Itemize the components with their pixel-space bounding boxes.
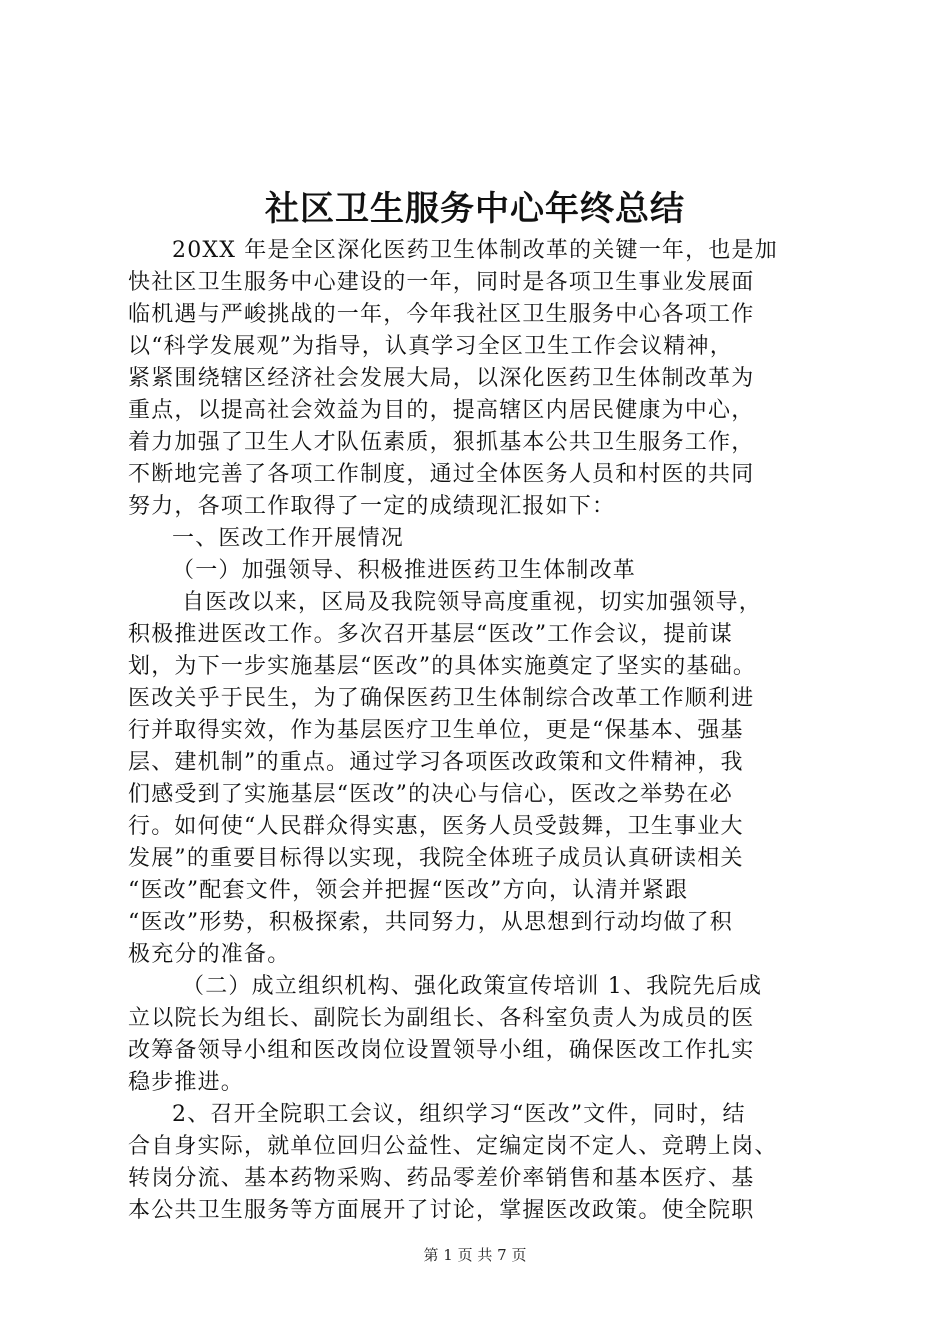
section-heading: 一、医改工作开展情况 (172, 526, 405, 551)
body-line: 紧紧围绕辖区经济社会发展大局，以深化医药卫生体制改革为 (128, 366, 755, 391)
body-line: 快社区卫生服务中心建设的一年，同时是各项卫生事业发展面 (128, 270, 755, 295)
body-line: 极充分的准备。 (128, 942, 291, 967)
subsection-heading: （一）加强领导、积极推进医药卫生体制改革 (172, 558, 637, 583)
body-line: 层、建机制”的重点。通过学习各项医改政策和文件精神，我 (128, 750, 744, 775)
body-line: 以“科学发展观”为指导，认真学习全区卫生工作会议精神， (128, 334, 733, 359)
body-line: 稳步推进。 (128, 1070, 245, 1095)
body-line: 本公共卫生服务等方面展开了讨论，掌握医改政策。使全院职 (128, 1198, 755, 1223)
document-title: 社区卫生服务中心年终总结 (265, 189, 685, 229)
body-line: 着力加强了卫生人才队伍素质，狠抓基本公共卫生服务工作， (128, 430, 755, 455)
body-line: 改筹备领导小组和医改岗位设置领导小组，确保医改工作扎实 (128, 1038, 755, 1063)
page-number-footer: 第 1 页 共 7 页 (423, 1246, 527, 1264)
body-line: 2、召开全院职工会议，组织学习“医改”文件，同时，结 (172, 1102, 746, 1127)
body-line: 转岗分流、基本药物采购、药品零差价率销售和基本医疗、基 (128, 1166, 755, 1191)
body-line: 行并取得实效，作为基层医疗卫生单位，更是“保基本、强基 (128, 718, 744, 743)
body-line: “医改”配套文件，领会并把握“医改”方向，认清并紧跟 (128, 878, 689, 903)
body-line: 行。如何使“人民群众得实惠，医务人员受鼓舞，卫生事业大 (128, 814, 744, 839)
body-line: 20XX 年是全区深化医药卫生体制改革的关键一年，也是加 (172, 238, 778, 263)
body-line: 不断地完善了各项工作制度，通过全体医务人员和村医的共同 (128, 462, 755, 487)
body-line: 积极推进医改工作。多次召开基层“医改”工作会议，提前谋 (128, 622, 733, 647)
body-line: 发展”的重要目标得以实现，我院全体班子成员认真研读相关 (128, 846, 744, 871)
body-line: 们感受到了实施基层“医改”的决心与信心，医改之举势在必 (128, 782, 733, 807)
subsection-heading: （二）成立组织机构、强化政策宣传培训 1、我院先后成 (182, 974, 763, 999)
body-line: 重点，以提高社会效益为目的，提高辖区内居民健康为中心， (128, 398, 755, 423)
body-line: 合自身实际，就单位回归公益性、定编定岗不定人、竞聘上岗、 (128, 1134, 778, 1159)
body-line: 临机遇与严峻挑战的一年，今年我社区卫生服务中心各项工作 (128, 302, 755, 327)
body-line: 自医改以来，区局及我院领导高度重视，切实加强领导， (182, 590, 763, 615)
body-line: 立以院长为组长、副院长为副组长、各科室负责人为成员的医 (128, 1006, 755, 1031)
body-line: “医改”形势，积极探索，共同努力，从思想到行动均做了积 (128, 910, 733, 935)
body-line: 医改关乎于民生，为了确保医药卫生体制综合改革工作顺利进 (128, 686, 755, 711)
body-line: 划，为下一步实施基层“医改”的具体实施奠定了坚实的基础。 (128, 654, 757, 679)
body-line: 努力，各项工作取得了一定的成绩现汇报如下： (128, 494, 616, 519)
